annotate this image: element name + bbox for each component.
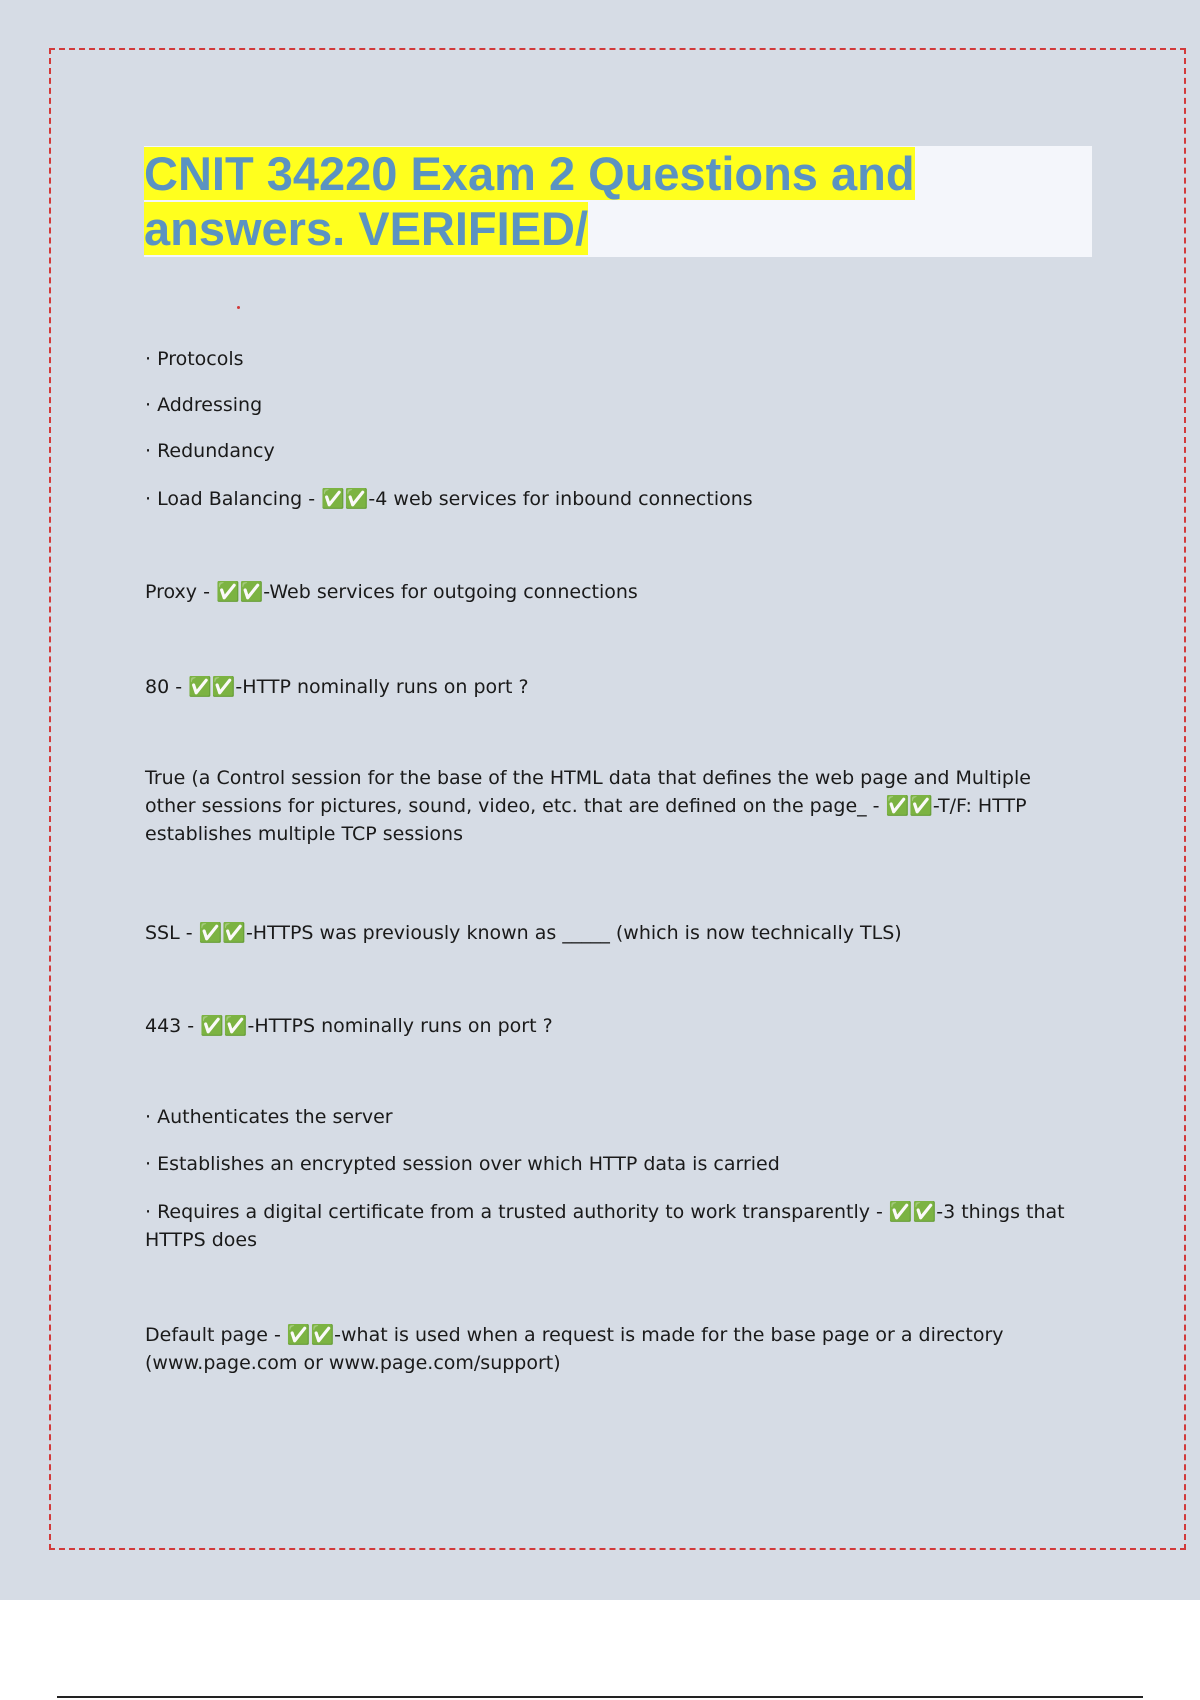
list-item: · Authenticates the server bbox=[145, 1106, 393, 1128]
document-title-text: CNIT 34220 Exam 2 Questions and answers. VERIFIED/ bbox=[144, 147, 915, 255]
qa-entry: True (a Control session for the base of the HTML data that defines the web page and Multiple other sessions for pictures, sound, video, etc. that are defined on the page_ - ✅✅-T/F: HTTP establishes multiple TCP sessions bbox=[145, 767, 1037, 845]
list-item: · Establishes an encrypted session over which HTTP data is carried bbox=[145, 1153, 780, 1175]
qa-entry: Proxy - ✅✅-Web services for outgoing connections bbox=[145, 581, 638, 603]
list-item: · Addressing bbox=[145, 394, 263, 416]
qa-entry: Default page - ✅✅-what is used when a request is made for the base page or a directory (www.page.com or www.page.com/support) bbox=[145, 1324, 1010, 1374]
qa-entry: 80 - ✅✅-HTTP nominally runs on port ? bbox=[145, 676, 529, 698]
list-item: · Redundancy bbox=[145, 440, 275, 462]
qa-entry: 443 - ✅✅-HTTPS nominally runs on port ? bbox=[145, 1015, 553, 1037]
list-item: · Requires a digital certificate from a trusted authority to work transparently - ✅✅-3 things that HTTPS does bbox=[145, 1201, 1071, 1251]
footer-divider bbox=[57, 1696, 1143, 1698]
list-item: · Load Balancing - ✅✅-4 web services for inbound connections bbox=[145, 488, 753, 510]
list-item: · Protocols bbox=[145, 348, 244, 370]
red-dot-mark bbox=[237, 306, 240, 309]
qa-entry: SSL - ✅✅-HTTPS was previously known as _____ (which is now technically TLS) bbox=[145, 922, 902, 944]
document-title bbox=[144, 146, 964, 256]
